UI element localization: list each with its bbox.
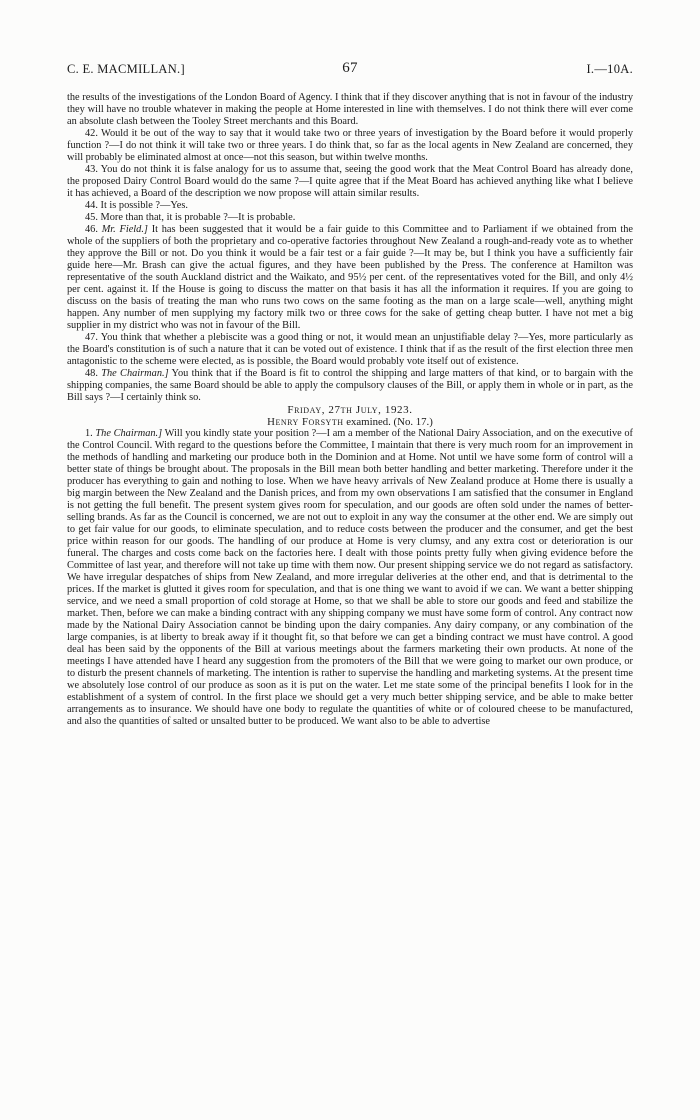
question-number: 48. bbox=[85, 368, 98, 379]
speaker-lead: The Chairman.] bbox=[101, 368, 169, 379]
paragraph-text: More than that, it is probable ?—It is probable. bbox=[100, 212, 296, 223]
paragraph-text: You do not think it is false analogy for us to assume that, seeing the good work that the Meat Control Board has already done, the proposed Dairy Control Board would do the same ?—I quite agree that if the Meat Board has achieved anything like what I believe it has achieved, a Board of the description we now propose will attain similar results. bbox=[67, 164, 633, 199]
paragraph bbox=[67, 92, 633, 128]
paragraph-text: Will you kindly state your position ?—I am a member of the National Dairy Association, and on the executive of the Control Council. With regard to the questions before the Committee, I maintain that there is very much room for an improvement in the methods of handling and marketing our produce both in the Dominion and at Home. Not until we have some form of control will a better state of things be brought about. The proposals in the Bill mean both better handling and better marketing. Therefore under it the producer has everything to gain and nothing to lose. When we have heavy arrivals of New Zealand produce at Home there is usually a big margin between the New Zealand and the Danish prices, and from my own observations I am satisfied that the consumer in England is not getting the full benefit. The present system gives room for speculation, and our goods are often sold under the names of better-selling brands. As far as the Council is concerned, we are not out to exploit in any way the consumer at the other end. We are simply out to get fair value for our goods, to eliminate speculation, and to reduce costs between the producer and the consumer, and get the best price within reason for our goods. The handling of our produce at Home is very clumsy, and any extra cost or deterioration is our funeral. The charges and costs come back on the factories here. I dealt with those points pretty fully when giving evidence before the Committee of last year, and therefore will not take up time with them now. Our present shipping service we do not regard as satisfactory. We have irregular despatches of ships from New Zealand, and more irregular deliveries at the other end, and that is detrimental to the prices. If the market is glutted it gives room for speculation, and that is one thing we want to avoid if we can. We want a better shipping service, and we need a small proportion of cold storage at Home, so that we shall be able to store our goods and feed and stabilize the market. Then, before we can make a binding contract with any shipping company we must have some form of control. Any contract now made by the National Dairy Association cannot be binding upon the dairy companies. Any dairy company, or any combination of the large companies, is at liberty to break away if it thought fit, so that before we can get a binding contract we must have control. A good deal has been said by the opponents of the Bill at various meetings about the farmers marketing their own products. At none of the meetings I have attended have I heard any suggestion from the promoters of the Bill that we were going to market our own produce, or to disturb the present channels of marketing. The intention is rather to supervise the handling and marketing systems. At the present time we absolutely lose control of our produce as soon as it is put on the water. Let me state some of the principal benefits I look for in the establishment of a system of control. In the first place we should get a very much better shipping service, and be able to make better arrangements as to insurance. We should have one body to regulate the quantities of white or of coloured cheese to be manufactured, and also the quantities of salted or unsalted butter to be produced. We want also to be able to advertise bbox=[67, 428, 633, 727]
question-number: 44. bbox=[85, 200, 98, 211]
page-header bbox=[67, 62, 633, 78]
paragraph-text: You think that if the Board is fit to control the shipping and large matters of that kind, or to bargain with the shipping companies, the same Board should be able to apply the compulsory clauses of the Bill, or apply them in whole or in part, as the Bill says ?—I certainly think so. bbox=[67, 368, 634, 403]
paragraph bbox=[67, 200, 633, 212]
paragraph bbox=[67, 212, 633, 224]
paragraph bbox=[67, 428, 633, 728]
speaker-lead: The Chairman.] bbox=[95, 428, 163, 439]
speaker-lead: Mr. Field.] bbox=[101, 224, 148, 235]
testimony-top bbox=[67, 92, 633, 404]
header-witness: C. E. MACMILLAN.] bbox=[67, 62, 185, 76]
section-witness bbox=[67, 416, 633, 428]
header-document-ref: I.—10A. bbox=[586, 62, 633, 76]
question-number: 45. bbox=[85, 212, 98, 223]
paragraph-text: the results of the investigations of the London Board of Agency. I think that if they discover anything that is not in favour of the industry they will have no trouble whatever in making the people at Home interested in line with themselves. I do not think there will ever come an absolute clash between the Tooley Street merchants and this Board. bbox=[67, 92, 633, 127]
question-number: 42. bbox=[85, 128, 98, 139]
paragraph-text: Would it be out of the way to say that it would take two or three years of investigation by the Board before it would properly function ?—I do not think it will take two or three years. I do think that, so far as the local agents in New Zealand are concerned, they will probably be eliminated almost at once—not this season, but within twelve months. bbox=[67, 128, 634, 163]
paragraph bbox=[67, 224, 633, 332]
question-number: 47. bbox=[85, 332, 98, 343]
question-number: 43. bbox=[85, 164, 98, 175]
body-text bbox=[67, 92, 633, 728]
question-number: 1. bbox=[85, 428, 93, 439]
paragraph bbox=[67, 368, 633, 404]
paragraph-text: It has been suggested that it would be a fair guide to this Committee and to Parliament if we obtained from the whole of the suppliers of both the proprietary and co-operative factories throughout New Zealand a rough-and-ready vote as to whether they approve the Bill or not. Do you think it would be a fair test or a fair guide ?—It may be, but I think you have a sufficiently fair guide here—Mr. Brash can give the actual figures, and they have been published by the Press. The conference at Hamilton was representative of the south Auckland district and the Waikato, and 95½ per cent. of the representatives voted for the Bill, and only 4½ per cent. against it. If the House is going to discuss the matter on that basis it has all the information it requires. If you are going to discuss on the basis of treating the man who runs two cows on the same footing as the man on a large scale—well, anything might happen. Any number of men supplying my factory milk two or three cows for the sake of getting cheap butter. I have not met a big supplier in my district who was not in favour of the Bill. bbox=[67, 224, 633, 331]
paragraph bbox=[67, 128, 633, 164]
paragraph bbox=[67, 332, 633, 368]
paragraph bbox=[67, 164, 633, 200]
paragraph-text: It is possible ?—Yes. bbox=[100, 200, 188, 211]
page-number: 67 bbox=[342, 60, 358, 76]
section-date: Friday, 27th July, 1923. bbox=[287, 404, 413, 416]
witness-examined: examined. (No. 17.) bbox=[346, 416, 433, 428]
witness-name: Henry Forsyth bbox=[267, 416, 344, 428]
paragraph-text: You think that whether a plebiscite was a good thing or not, it would mean an unjustifiable delay ?—Yes, more particularly as the Board's constitution is of such a nature that it can be voted out of existence. I think that if as the result of the first election three men antagonistic to the scheme were elected, as is possible, the Board would probably vote itself out of existence. bbox=[67, 332, 633, 367]
question-number: 46. bbox=[85, 224, 98, 235]
testimony-bottom bbox=[67, 428, 633, 728]
